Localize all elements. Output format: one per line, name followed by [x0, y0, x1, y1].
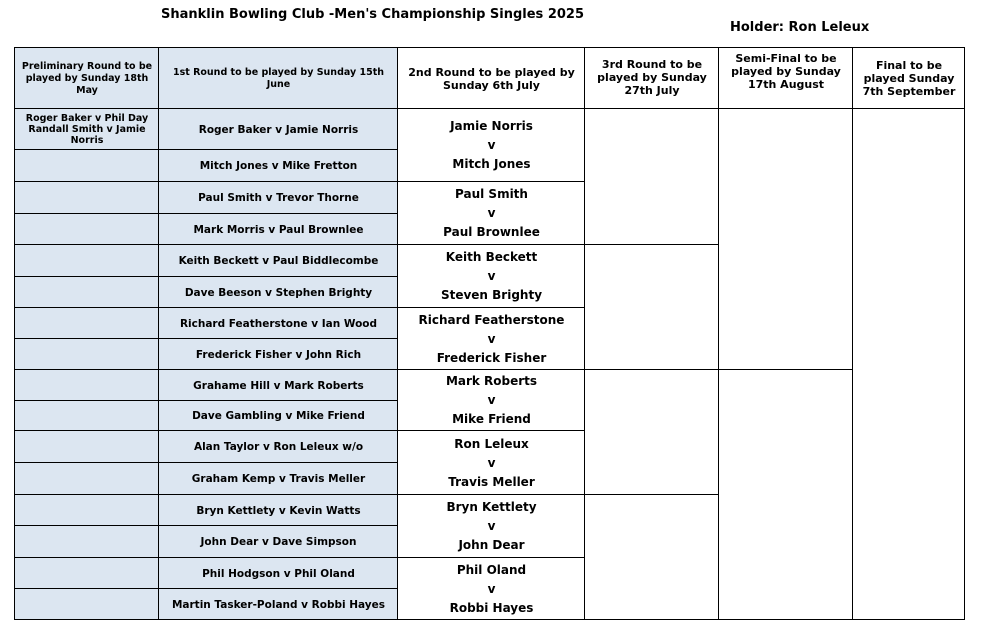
round3-slot [584, 108, 719, 245]
round3-slot [584, 494, 719, 620]
versus-label: v [487, 519, 496, 533]
versus-label: v [487, 581, 496, 596]
prelim-empty [14, 244, 159, 277]
prelim-empty [14, 276, 159, 308]
versus-label: v [487, 455, 496, 470]
semi-final-slot [718, 108, 853, 370]
round2-match [397, 430, 585, 495]
round2-player-a: Ron Leleux [454, 436, 529, 451]
prelim-empty [14, 588, 159, 620]
round1-match: John Dear v Dave Simpson [158, 525, 398, 558]
round3-slot [584, 244, 719, 370]
round1-match: Dave Gambling v Mike Friend [158, 400, 398, 431]
prelim-empty [14, 369, 159, 401]
round2-player-b: Steven Brighty [440, 288, 543, 302]
round2-player-b: Paul Brownlee [443, 225, 540, 239]
prelim-empty [14, 213, 159, 245]
round3-slot [584, 369, 719, 495]
final-slot [852, 108, 965, 620]
prelim-line-1: Roger Baker v Phil Day [25, 113, 149, 124]
round1-match: Alan Taylor v Ron Leleux w/o [158, 430, 398, 463]
round2-match [397, 369, 585, 431]
round1-match: Phil Hodgson v Phil Oland [158, 557, 398, 589]
prelim-empty [14, 462, 159, 495]
round1-match: Keith Beckett v Paul Biddlecombe [158, 244, 398, 277]
round2-player-a: Keith Beckett [445, 250, 538, 264]
prelim-empty [14, 307, 159, 339]
round2-player-b: Travis Meller [448, 474, 535, 489]
round1-match: Mark Morris v Paul Brownlee [158, 213, 398, 245]
versus-label: v [487, 331, 496, 346]
prelim-empty [14, 430, 159, 463]
round1-match: Roger Baker v Jamie Norris [158, 108, 398, 150]
round1-match: Bryn Kettlety v Kevin Watts [158, 494, 398, 526]
prelim-empty [14, 149, 159, 182]
round2-player-b: Frederick Fisher [436, 350, 547, 365]
round2-player-b: Mike Friend [452, 412, 531, 426]
round1-match: Richard Featherstone v Ian Wood [158, 307, 398, 339]
header-round2: 2nd Round to be played by Sunday 6th July [397, 47, 585, 109]
round2-player-b: Robbi Hayes [449, 600, 534, 615]
round1-match: Grahame Hill v Mark Roberts [158, 369, 398, 401]
table-border-right [964, 47, 965, 620]
round1-match: Graham Kemp v Travis Meller [158, 462, 398, 495]
round2-player-a: Richard Featherstone [418, 312, 565, 327]
round1-match: Mitch Jones v Mike Fretton [158, 149, 398, 182]
prelim-empty [14, 494, 159, 526]
header-final: Final to be played Sunday 7th September [852, 47, 965, 109]
round1-match: Dave Beeson v Stephen Brighty [158, 276, 398, 308]
round1-match: Martin Tasker-Poland v Robbi Hayes [158, 588, 398, 620]
prelim-empty [14, 338, 159, 370]
round2-match [397, 307, 585, 370]
round2-player-a: Bryn Kettlety [446, 500, 537, 514]
round2-player-a: Jamie Norris [450, 119, 533, 133]
prelim-line-2: Randall Smith v Jamie Norris [28, 124, 146, 146]
header-prelim: Preliminary Round to be played by Sunday 18th May [14, 47, 159, 109]
round1-match: Paul Smith v Trevor Thorne [158, 181, 398, 214]
round2-player-a: Paul Smith [455, 187, 528, 201]
page-title: Shanklin Bowling Club -Men's Championship Singles 2025 [161, 7, 585, 22]
versus-label: v [487, 269, 496, 283]
prelim-empty [14, 557, 159, 589]
prelim-empty [14, 400, 159, 431]
round2-match [397, 494, 585, 558]
round2-player-b: John Dear [458, 538, 525, 552]
header-round1: 1st Round to be played by Sunday 15th June [158, 47, 398, 109]
round2-match [397, 557, 585, 620]
round2-match [397, 108, 585, 182]
table-border-bottom [14, 619, 965, 620]
round2-match [397, 244, 585, 308]
round2-player-a: Phil Oland [456, 562, 527, 577]
semi-final-slot [718, 369, 853, 620]
versus-label: v [487, 393, 496, 407]
versus-label: v [487, 138, 496, 152]
holder-label: Holder: Ron Leleux [730, 20, 870, 35]
prelim-match [14, 108, 159, 150]
round1-match: Frederick Fisher v John Rich [158, 338, 398, 370]
prelim-empty [14, 525, 159, 558]
header-semi: Semi-Final to be played by Sunday 17th August [718, 47, 853, 109]
round2-player-a: Mark Roberts [445, 374, 538, 388]
header-round3: 3rd Round to be played by Sunday 27th July [584, 47, 719, 109]
round2-match [397, 181, 585, 245]
versus-label: v [487, 206, 496, 220]
round2-player-b: Mitch Jones [452, 157, 531, 171]
prelim-empty [14, 181, 159, 214]
